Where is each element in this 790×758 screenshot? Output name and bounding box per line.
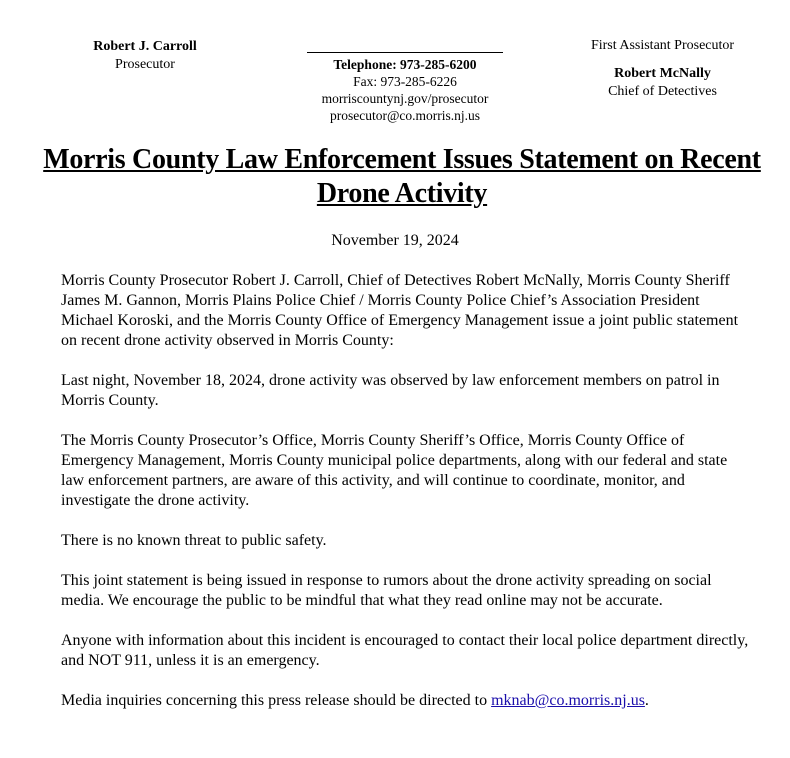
contact-email: prosecutor@co.morris.nj.us (329, 108, 481, 123)
paragraph-no-threat: There is no known threat to public safety. (61, 532, 327, 549)
contact-block (300, 38, 510, 124)
paragraph-media-inquiries (61, 691, 751, 711)
paragraph-observation: Last night, November 18, 2024, drone activity was observed by law enforcement members on patrol in Morris County. (61, 372, 720, 409)
headline: Morris County Law Enforcement Issues Statement on Recent Drone Activity (43, 144, 761, 209)
contact-divider (307, 52, 503, 53)
first-assistant-title: First Assistant Prosecutor (590, 38, 735, 53)
paragraph-joint-statement: Morris County Prosecutor Robert J. Carroll, Chief of Detectives Robert McNally, Morris County Sheriff James M. Gannon, Morris Plains Police Chief / Morris County Police Chief’s Association President Michael Koroski, and the Morris County Office of Emergency Management issue a joint public statement on recent drone activity observed in Morris County: (61, 272, 739, 349)
prosecutor-title: Prosecutor (115, 57, 175, 72)
media-suffix: . (644, 692, 649, 709)
paragraph-contact-police: Anyone with information about this incident is encouraged to contact their local police department directly, and NOT 911, unless it is an emergency. (61, 632, 749, 669)
media-text: Media inquiries concerning this press release should be directed to (61, 692, 492, 709)
paragraph-rumors: This joint statement is being issued in response to rumors about the drone activity spreading on social media. We encourage the public to be mindful that what they read online may not be accurate. (61, 572, 712, 609)
prosecutor-name: Robert J. Carroll (93, 39, 197, 54)
chief-title: Chief of Detectives (608, 84, 717, 99)
letterhead (0, 0, 790, 130)
media-email-link[interactable]: mknab@co.morris.nj.us (491, 692, 645, 709)
chief-block (570, 37, 755, 101)
paragraph-coordination: The Morris County Prosecutor’s Office, Morris County Sheriff’s Office, Morris County Office of Emergency Management, Morris County municipal police departments, along with our federal and state law enforcement partners, are aware of this activity, and will continue to coordinate, monitor, and investigate the drone activity. (61, 432, 728, 509)
fax: Fax: 973-285-6226 (353, 74, 457, 89)
telephone: Telephone: 973-285-6200 (333, 57, 477, 72)
prosecutor-block (60, 38, 230, 74)
chief-name: Robert McNally (614, 66, 711, 81)
website: morriscountynj.gov/prosecutor (321, 91, 489, 106)
release-date: November 19, 2024 (331, 232, 459, 249)
press-release-body (61, 271, 751, 731)
